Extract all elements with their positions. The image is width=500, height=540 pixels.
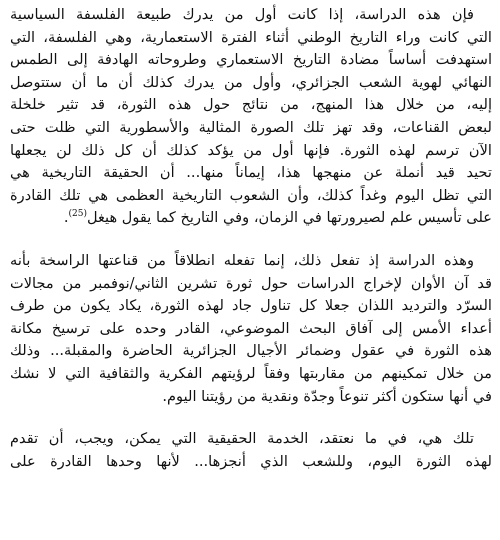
text-line-with-footnote — [10, 207, 492, 230]
text-line: الآن ترسم لهذه الثورة. فإنها أول من يؤكد كذلك أن كل ذلك لن يجعلها — [10, 141, 492, 159]
text-line: وهذه الدراسة إذ تفعل ذلك، إنما تفعله انطلاقاً من قناعتها الراسخة بأنه — [10, 251, 474, 269]
text-line: النهائي لهوية الشعب الجزائري، وأول من يدرك كذلك أن ما أن ستتوصل — [10, 73, 492, 91]
paragraph-3 — [10, 428, 492, 473]
paragraph-1 — [10, 4, 492, 230]
text-line: لبعض القناعات، وقد تهز تلك الصورة المثالية والأسطورية التي ظلت حتى — [10, 118, 492, 136]
text-line: تلك هي، في ما نعتقد، الخدمة الحقيقية التي يمكن، ويجب، أن تقدم — [10, 430, 474, 448]
paragraph-2 — [10, 250, 492, 408]
text-line: تحيد قيد أنملة عن منهجها هذا، إيماناً منها... أن الحقيقة التاريخية هي — [10, 164, 492, 182]
text-line: قد آن الأوان لإخراج الدراسات حول ثورة تشرين الثاني/نوفمبر من مجالات — [10, 274, 492, 292]
text-line: لهذه الثورة اليوم، وللشعب الذي أنجزها... لأنها وحدها القادرة على — [10, 452, 492, 470]
text-line: السرّد والترديد اللذان جعلا كل تناول جاد لهذه الثورة، يكاد يكون من طرف — [10, 297, 492, 315]
text-line: إليه، من خلال هذا المنهج، من نتائج حول هذه الثورة، قد تثير خلخلة — [10, 96, 492, 114]
text-line-content: على تأسيس علم لصيرورتها في الزمان، وفي التاريخ كما يقول هيغل — [86, 209, 492, 227]
text-line: استهدفت أساساً مضادة التاريخ الاستعماري وطروحاته الهادفة إلى الطمس — [10, 51, 492, 69]
text-line: من خلال تمكينهم من مقاربتها وفقاً لرؤيتهم الفكرية والثقافية التي لا نشك — [10, 364, 492, 382]
sentence-end: . — [63, 209, 69, 227]
text-line: فإن هذه الدراسة، إذا كانت أول من يدرك طبيعة الفلسفة السياسية — [10, 6, 474, 23]
text-line: أعداء الأمس إلى آفاق البحث الموضوعي، القادر وحده على ترسيخ مكانة — [10, 319, 492, 337]
text-line: هذه الثورة في عقول وضمائر الأجيال الجزائرية الحاضرة والمقبلة... وذلك — [10, 342, 492, 360]
text-line: التي كانت وراء التاريخ الوطني أثناء الفترة الاستعمارية، وهي الفلسفة، التي — [10, 28, 492, 46]
footnote-marker[interactable]: (25) — [68, 209, 87, 220]
text-line: التي تظل اليوم وغداً كذلك، وأن الشعوب التاريخية العظمى هي تلك القادرة — [10, 186, 492, 204]
text-line: في أنها ستكون أكثر تنوعاً وجدّة ونقدية من رؤيتنا اليوم. — [162, 387, 492, 405]
document-page — [10, 4, 492, 540]
